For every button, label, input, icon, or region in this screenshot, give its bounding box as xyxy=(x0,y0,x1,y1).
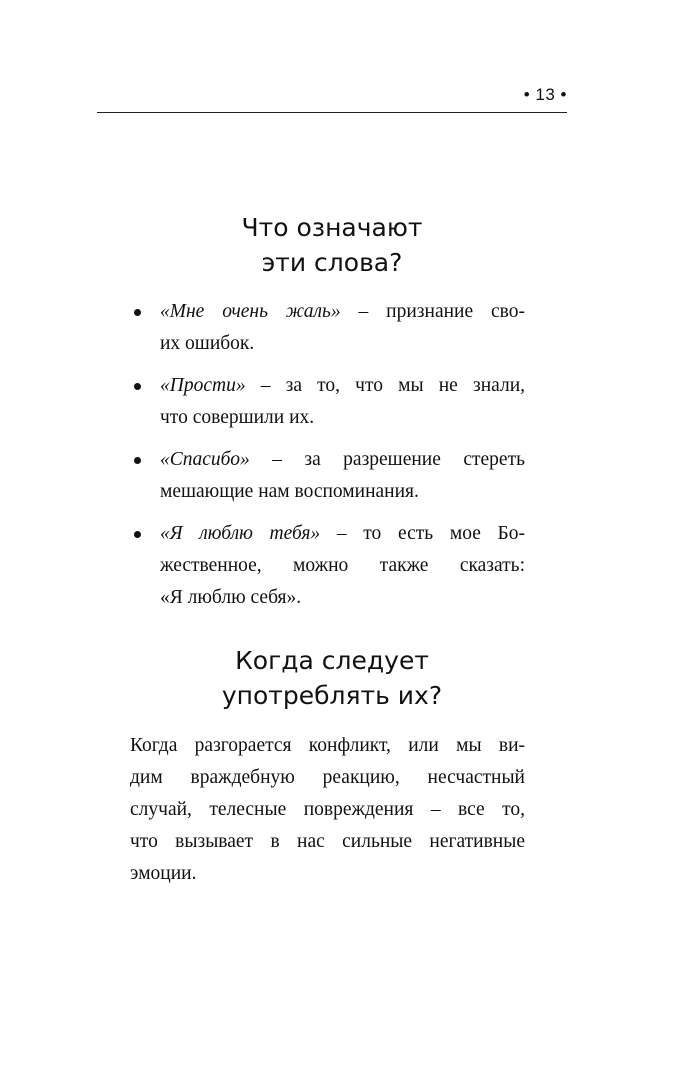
list-item-line: жественное, можно также сказать: xyxy=(160,555,525,576)
bullet-icon xyxy=(134,457,141,464)
page-header xyxy=(97,84,567,114)
phrase-explanation: – за то, что мы не знали, xyxy=(245,375,525,396)
list-item-line xyxy=(160,518,525,550)
usage-paragraph xyxy=(130,730,525,890)
heading-line: Что означают xyxy=(241,213,423,242)
list-item-line: мешающие нам воспоминания. xyxy=(160,481,419,502)
list-item-line xyxy=(160,370,525,402)
header-rule xyxy=(97,112,567,113)
phrase-explanation: – признание сво- xyxy=(340,301,525,322)
list-item-line: что совершили их. xyxy=(160,407,315,428)
bullet-icon xyxy=(134,531,141,538)
list-item-line: их ошибок. xyxy=(160,333,255,354)
phrase-quote: «Спасибо» xyxy=(160,449,250,470)
list-item xyxy=(130,518,525,614)
paragraph-line: случай, телесные повреждения – все то, xyxy=(130,799,525,820)
phrase-quote: «Я люблю тебя» xyxy=(160,523,321,544)
heading-line: употреблять их? xyxy=(221,681,443,710)
bullet-icon xyxy=(134,383,141,390)
phrase-quote: «Прости» xyxy=(160,375,246,396)
bullet-icon xyxy=(134,309,141,316)
paragraph-line: что вызывает в нас сильные негативные xyxy=(130,831,525,852)
paragraph-line: эмоции. xyxy=(130,863,197,884)
heading-line: эти слова? xyxy=(261,248,403,277)
list-item-line: «Я люблю себя». xyxy=(160,587,302,608)
paragraph-line: Когда разгорается конфликт, или мы ви- xyxy=(130,735,525,756)
section-heading-meaning xyxy=(97,210,567,280)
phrase-explanation: – то есть мое Бо- xyxy=(320,523,525,544)
meaning-list xyxy=(130,296,525,624)
list-item-line xyxy=(160,296,525,328)
phrase-explanation: – за разрешение стереть xyxy=(249,449,525,470)
phrase-quote: «Мне очень жаль» xyxy=(160,301,341,322)
list-item xyxy=(130,296,525,360)
list-item xyxy=(130,370,525,434)
list-item xyxy=(130,444,525,508)
list-item-line xyxy=(160,444,525,476)
section-heading-usage xyxy=(97,643,567,713)
page-number: • 13 • xyxy=(523,85,567,104)
heading-line: Когда следует xyxy=(235,646,429,675)
paragraph-line: дим враждебную реакцию, несчастный xyxy=(130,767,525,788)
